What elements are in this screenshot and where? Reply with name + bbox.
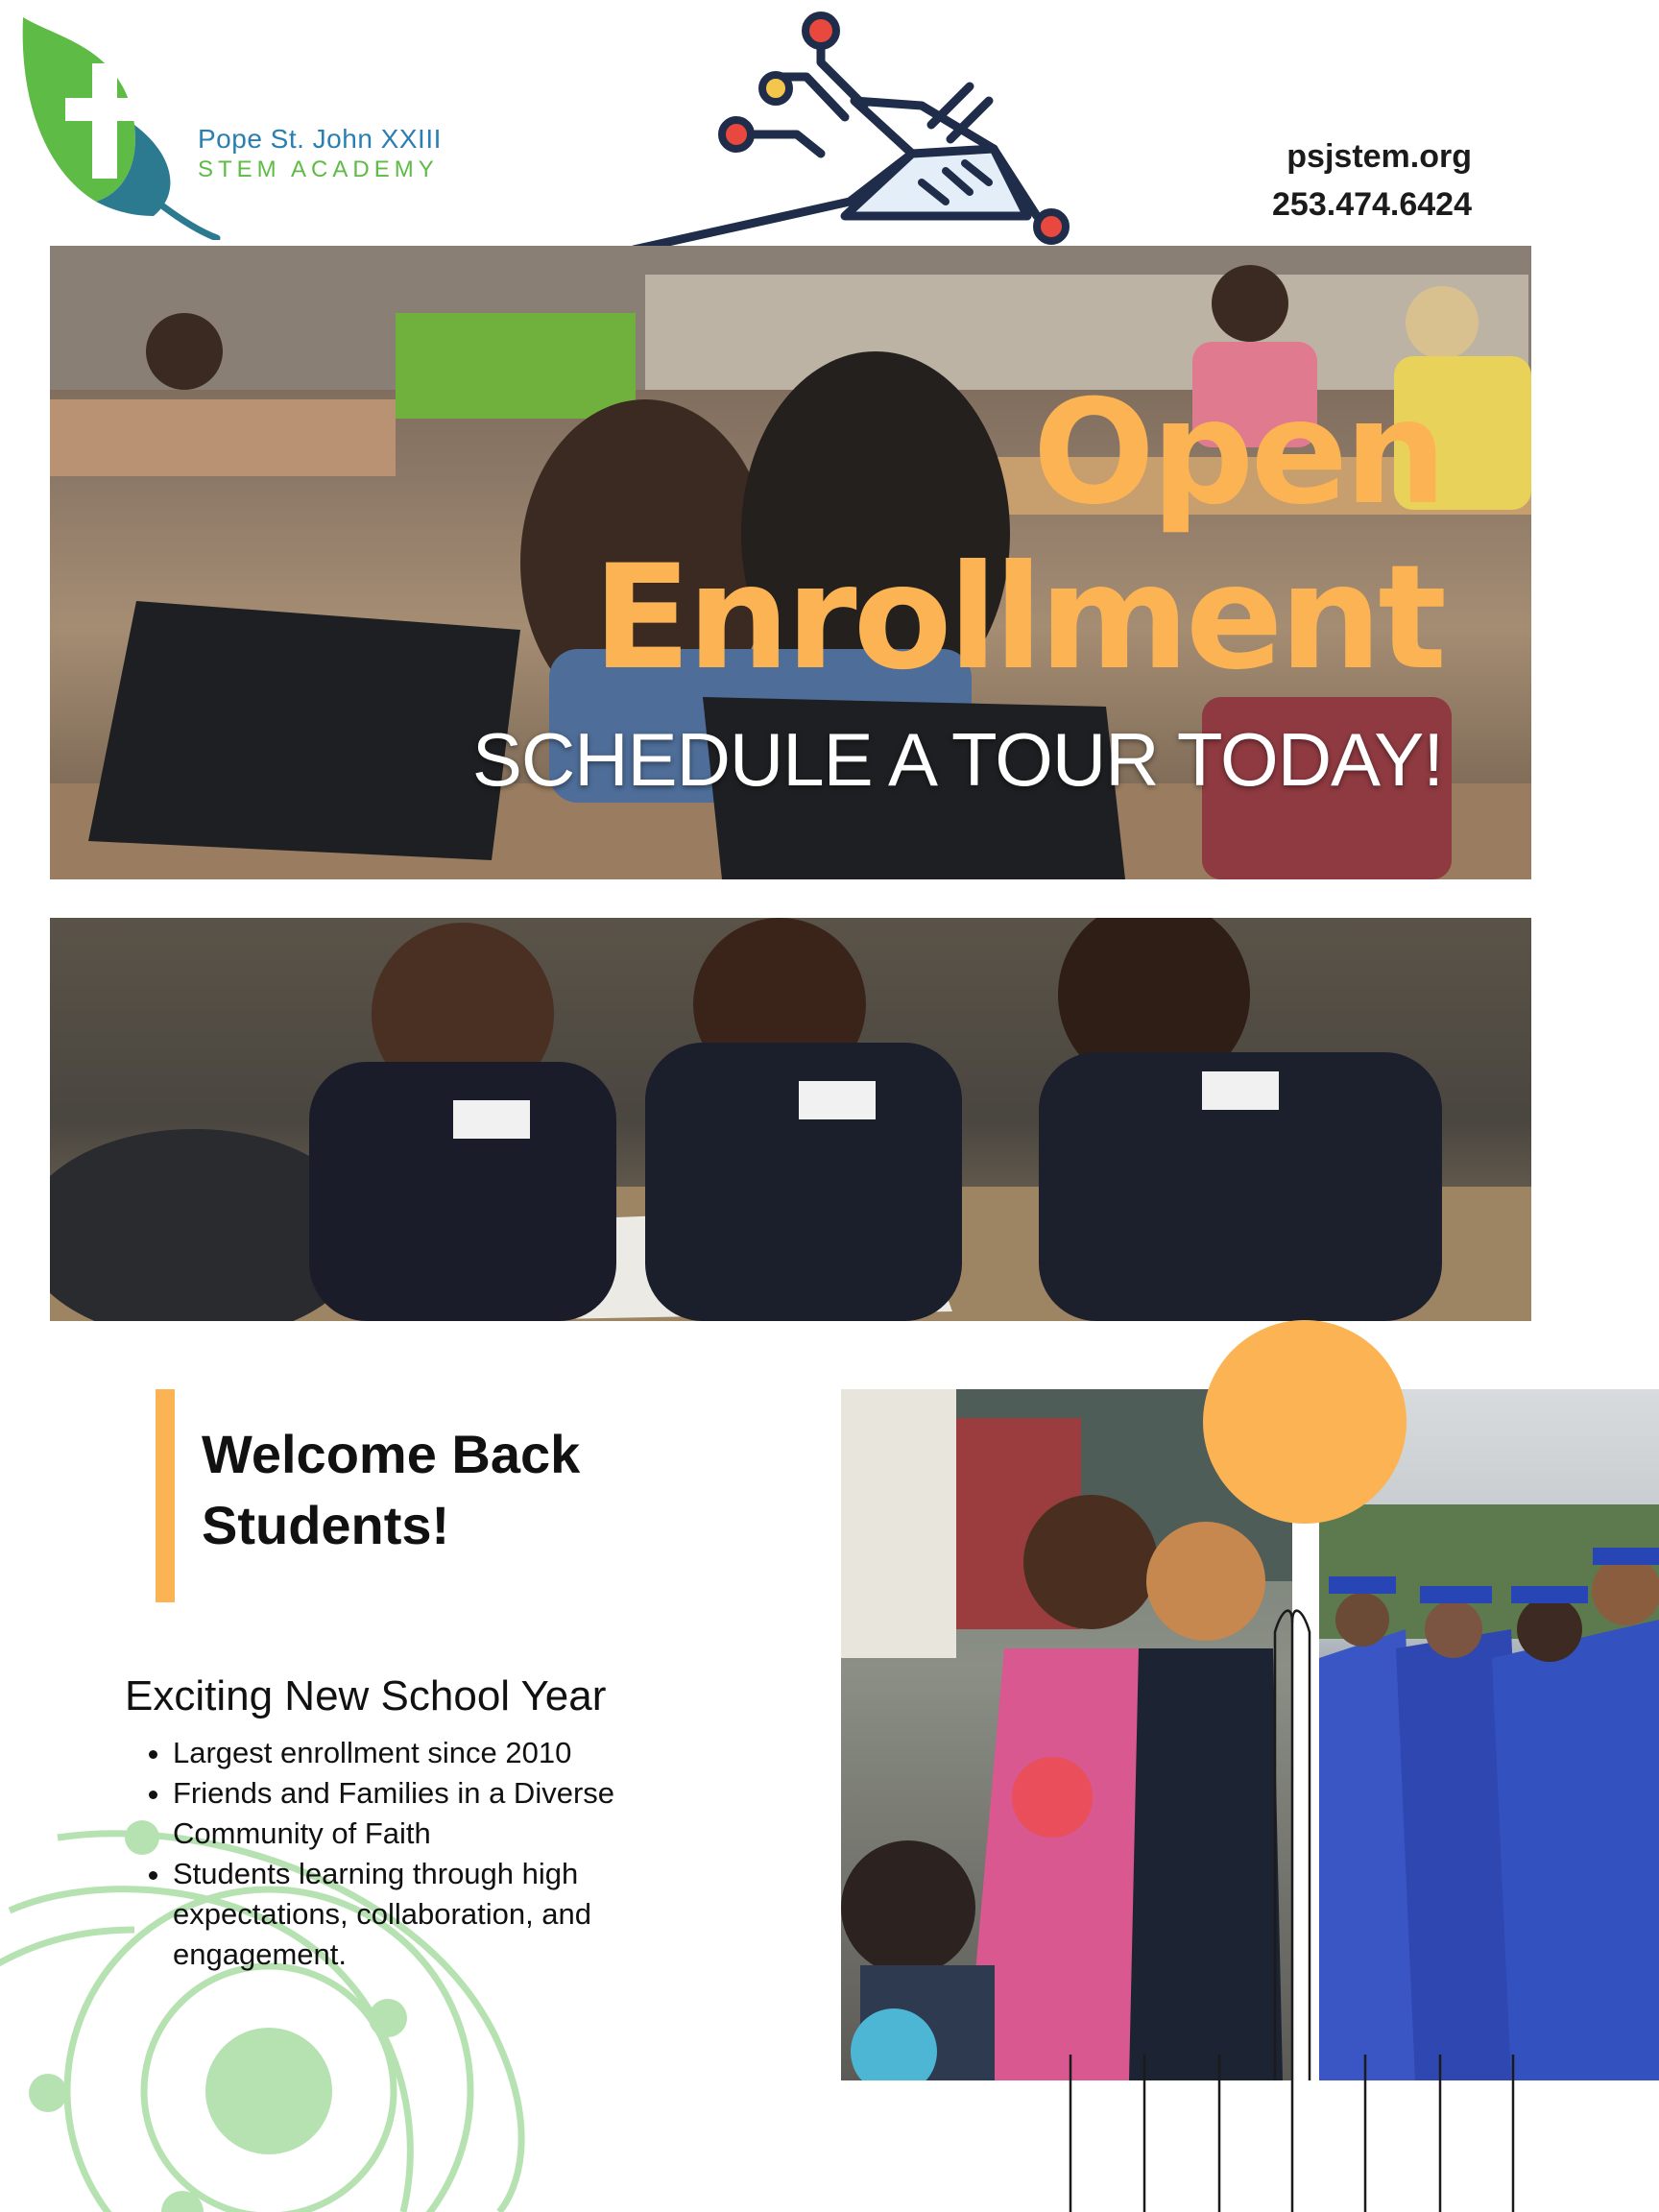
welcome-line-1: Welcome Back bbox=[202, 1424, 581, 1484]
website-link[interactable]: psjstem.org bbox=[1286, 138, 1472, 175]
open-enrollment-title bbox=[592, 371, 1443, 701]
list-item: • Students learning through high expectations, collaboration, and engagement. bbox=[173, 1854, 749, 1975]
hero-photo-classroom bbox=[50, 246, 1531, 879]
school-year-heading: Exciting New School Year bbox=[125, 1672, 607, 1719]
school-subtitle: STEM ACADEMY bbox=[198, 156, 439, 182]
title-line-enrollment: Enrollment bbox=[592, 535, 1443, 702]
title-line-open: Open bbox=[1032, 370, 1443, 537]
vertical-lines-decoration bbox=[1056, 1517, 1575, 2212]
orange-circle-decoration bbox=[1203, 1320, 1407, 1524]
schedule-tour-tagline[interactable]: SCHEDULE A TOUR TODAY! bbox=[471, 717, 1443, 802]
accent-bar bbox=[156, 1389, 175, 1602]
welcome-heading bbox=[202, 1419, 580, 1561]
contact-info bbox=[1272, 132, 1472, 228]
welcome-line-2: Students! bbox=[202, 1495, 450, 1555]
microscope-photo-illustration bbox=[50, 918, 1531, 1321]
phone-number: 253.474.6424 bbox=[1272, 186, 1472, 223]
list-item: • Largest enrollment since 2010 bbox=[173, 1733, 749, 1773]
school-year-list bbox=[134, 1733, 749, 1975]
list-item: • Friends and Families in a Diverse Community of Faith bbox=[173, 1773, 749, 1854]
school-name: Pope St. John XXIII bbox=[198, 124, 442, 154]
flask-circuit-icon bbox=[614, 10, 1094, 250]
students-microscope-photo bbox=[50, 918, 1531, 1321]
